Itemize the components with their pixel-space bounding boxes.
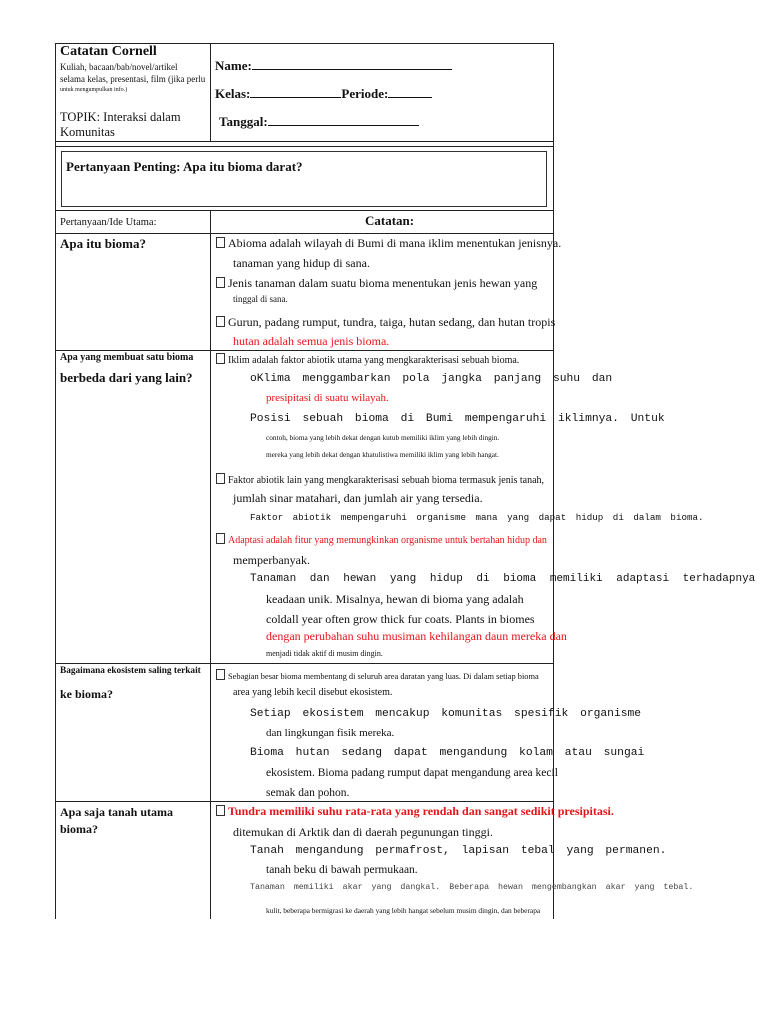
table-right-border	[553, 43, 554, 919]
date-label: Tanggal:	[219, 114, 268, 129]
note-3-5: Bioma hutan sedang dapat mengandung kolam atau sungai	[250, 747, 645, 759]
bullet-icon	[216, 805, 225, 816]
note-2-4: Posisi sebuah bioma di Bumi mempengaruhi iklimnya. Untuk	[250, 413, 665, 425]
class-period-field[interactable]	[215, 86, 432, 102]
date-blank[interactable]	[268, 125, 419, 126]
note-1-3: Jenis tanaman dalam suatu bioma menentukan jenis hewan yang	[216, 276, 537, 291]
note-4-3: Tanah mengandung permafrost, lapisan tebal yang permanen.	[250, 845, 667, 857]
note-3-3: Setiap ekosistem mencakup komunitas spesifik organisme	[250, 708, 642, 720]
row-divider-1	[55, 350, 554, 351]
note-4-6: kulit, beberapa bermigrasi ke daerah yang lebih hangat sebelum musim dingin, dan beberapa	[266, 906, 541, 915]
table-left-border	[55, 43, 56, 919]
subtitle: Kuliah, bacaan/bab/novel/artikel	[60, 62, 178, 72]
question-3-line-1: Bagaimana ekosistem saling terkait	[60, 666, 201, 676]
note-4-4: tanah beku di bawah permukaan.	[266, 864, 418, 876]
bullet-icon	[216, 277, 225, 288]
name-field[interactable]	[215, 58, 452, 74]
note-3-6: ekosistem. Bioma padang rumput dapat mengandung area kecil	[266, 767, 558, 779]
note-1-4: tinggal di sana.	[233, 294, 288, 304]
class-blank[interactable]	[250, 97, 341, 98]
note-3-4: dan lingkungan fisik mereka.	[266, 727, 395, 739]
note-4-1: Tundra memiliki suhu rata-rata yang rendah dan sangat sedikit presipitasi.	[216, 804, 614, 819]
topic-line-2: Komunitas	[60, 125, 115, 139]
header-divider	[55, 141, 554, 142]
note-3-2: area yang lebih kecil disebut ekosistem.	[233, 687, 393, 698]
class-label: Kelas:	[215, 86, 251, 101]
note-2-16: menjadi tidak aktif di musim dingin.	[266, 649, 383, 658]
note-1-2: tanaman yang hidup di sana.	[233, 256, 370, 270]
note-2-13: keadaan unik. Misalnya, hewan di bioma yang adalah	[266, 592, 524, 606]
bullet-icon	[216, 473, 225, 484]
title: Catatan Cornell	[60, 44, 157, 59]
note-2-3: presipitasi di suatu wilayah.	[266, 392, 389, 404]
name-label: Name:	[215, 58, 252, 73]
question-4-line-2: bioma?	[60, 822, 99, 836]
body-column-divider	[210, 210, 211, 919]
note-2-8: jumlah sinar matahari, dan jumlah air yang tersedia.	[233, 491, 483, 505]
note-1-1: Abioma adalah wilayah di Bumi di mana iklim menentukan jenisnya.	[216, 236, 561, 251]
row-divider-3	[55, 801, 554, 802]
bullet-icon	[216, 533, 225, 544]
essential-question: Pertanyaan Penting: Apa itu bioma darat?	[66, 159, 303, 174]
note-2-12: Tanaman dan hewan yang hidup di bioma memiliki adaptasi terhadapnya	[250, 573, 756, 585]
bullet-icon	[216, 353, 225, 364]
note-1-6: hutan adalah semua jenis bioma.	[233, 334, 390, 348]
note-3-7: semak dan pohon.	[266, 787, 350, 799]
question-2-line-1: Apa yang membuat satu bioma	[60, 352, 194, 363]
note-3-1: Sebagian besar bioma membentang di seluruh area daratan yang luas. Di dalam setiap bioma	[216, 669, 539, 681]
question-3-line-2: ke bioma?	[60, 687, 114, 701]
bullet-icon	[216, 316, 225, 327]
column-header-divider	[55, 210, 554, 211]
note-2-5: contoh, bioma yang lebih dekat dengan kutub memiliki iklim yang lebih dingin.	[266, 433, 500, 442]
row-divider-2	[55, 663, 554, 664]
question-2-line-2: berbeda dari yang lain?	[60, 370, 193, 385]
note-2-14: coldall year often grow thick fur coats. Plants in biomes	[266, 612, 535, 626]
note-2-11: memperbanyak.	[233, 553, 310, 567]
note-2-10: Adaptasi adalah fitur yang memungkinkan organisme untuk bertahan hidup dan	[216, 533, 547, 546]
question-box-divider	[55, 146, 554, 147]
note-2-2: oKlima menggambarkan pola jangka panjang suhu dan	[250, 373, 613, 385]
date-field[interactable]	[219, 114, 419, 130]
note-4-5: Tanaman memiliki akar yang dangkal. Beberapa hewan mengembangkan akar yang tebal.	[250, 883, 694, 892]
question-4-line-1: Apa saja tanah utama	[60, 805, 174, 819]
right-column-header: Catatan:	[365, 213, 415, 228]
question-1: Apa itu bioma?	[60, 236, 146, 251]
note-2-6: mereka yang lebih dekat dengan khatulistiwa memiliki iklim yang lebih hangat.	[266, 450, 499, 459]
topic-line-1: TOPIK: Interaksi dalam	[60, 110, 181, 124]
header-column-divider	[210, 43, 211, 141]
bullet-icon	[216, 669, 225, 680]
subtitle-2: selama kelas, presentasi, film (jika perlu	[60, 74, 206, 84]
subtitle-3: untuk mengumpulkan info.)	[60, 87, 128, 93]
bullet-icon	[216, 237, 225, 248]
left-column-header: Pertanyaan/Ide Utama:	[60, 217, 157, 228]
note-2-9: Faktor abiotik mempengaruhi organisme mana yang dapat hidup di dalam bioma.	[250, 512, 704, 523]
note-1-5: Gurun, padang rumput, tundra, taiga, hutan sedang, dan hutan tropis	[216, 315, 555, 330]
note-2-7: Faktor abiotik lain yang mengkarakterisasi sebuah bioma termasuk jenis tanah,	[216, 473, 544, 486]
period-blank[interactable]	[388, 97, 432, 98]
period-label: Periode:	[341, 86, 389, 101]
note-2-15: dengan perubahan suhu musiman kehilangan daun mereka dan	[266, 629, 567, 643]
column-header-bottom	[55, 233, 554, 234]
note-4-2: ditemukan di Arktik dan di daerah pegunungan tinggi.	[233, 825, 493, 839]
note-2-1: Iklim adalah faktor abiotik utama yang mengkarakterisasi sebuah bioma.	[216, 353, 519, 366]
name-blank[interactable]	[252, 69, 452, 70]
